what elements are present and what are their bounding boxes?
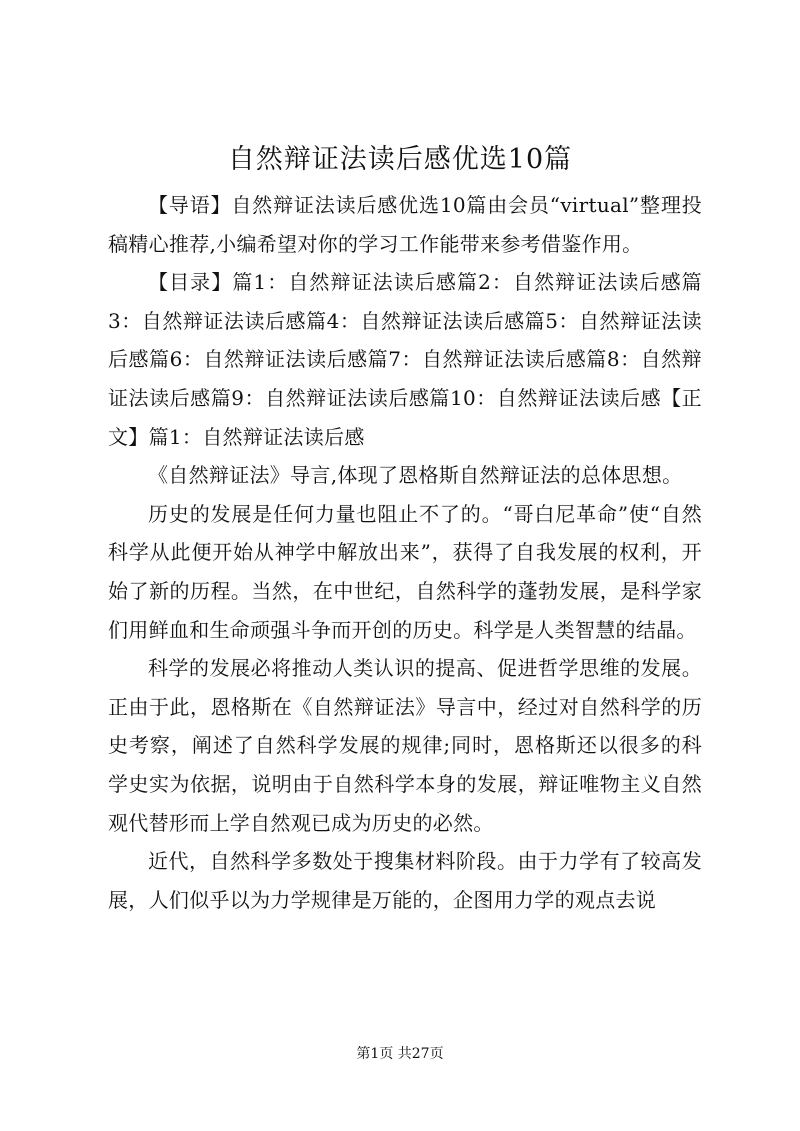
document-body [108, 186, 702, 919]
page-footer: 第1页 共27页 [356, 1046, 444, 1062]
paragraph-body: 历史的发展是任何力量也阻止不了的。“哥白尼革命”使“自然科学从此便开始从神学中解放出来”，获得了自我发展的权利，开始了新的历程。当然，在中世纪，自然科学的蓬勃发展，是科学家们用鲜血和生命顽强斗争而开创的历史。科学是人类智慧的结晶。 [108, 501, 702, 642]
paragraph-contents: 【目录】篇1：自然辩证法读后感篇2：自然辩证法读后感篇3：自然辩证法读后感篇4：自然辩证法读后感篇5：自然辩证法读后感篇6：自然辩证法读后感篇7：自然辩证法读后感篇8：自然辩证法读后感篇9：自然辩证法读后感篇10：自然辩证法读后感【正文】篇1：自然辩证法读后感 [108, 270, 702, 449]
paragraph-body: 近代，自然科学多数处于搜集材料阶段。由于力学有了较高发展，人们似乎以为力学规律是万能的，企图用力学的观点去说 [108, 849, 702, 912]
paragraph-intro: 【导语】自然辩证法读后感优选10篇由会员“virtual”整理投稿精心推荐,小编希望对你的学习工作能带来参考借鉴作用。 [108, 193, 702, 256]
document-title: 自然辩证法读后感优选10篇 [227, 144, 573, 175]
paragraph-body: 《自然辩证法》导言,体现了恩格斯自然辩证法的总体思想。 [148, 463, 683, 488]
paragraph-body: 科学的发展必将推动人类认识的提高、促进哲学思维的发展。正由于此，恩格斯在《自然辩证法》导言中，经过对自然科学的历史考察，阐述了自然科学发展的规律;同时，恩格斯还以很多的科学史实为依据，说明由于自然科学本身的发展，辩证唯物主义自然观代替形而上学自然观已成为历史的必然。 [108, 656, 702, 835]
